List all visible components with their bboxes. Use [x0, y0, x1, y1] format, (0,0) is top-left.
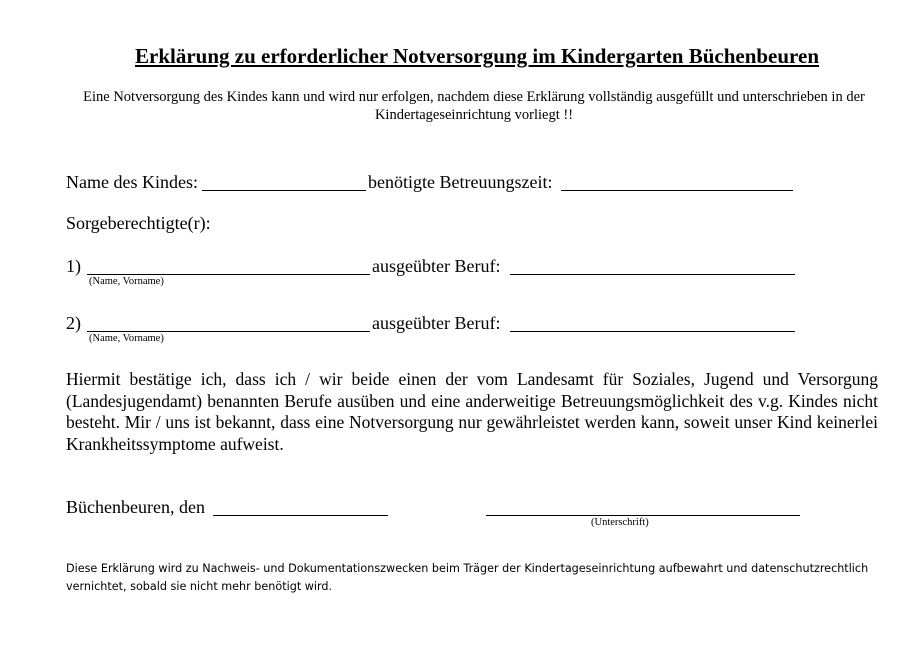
guardian-2-name-field[interactable]	[87, 313, 370, 332]
care-time-label: benötigte Betreuungszeit:	[368, 172, 553, 192]
child-name-field[interactable]	[202, 172, 366, 191]
guardian-2-number: 2)	[66, 313, 81, 333]
guardian-1-profession-label: ausgeübter Beruf:	[372, 256, 501, 276]
guardian-1-name-field[interactable]	[87, 256, 370, 275]
care-time-field[interactable]	[561, 172, 793, 191]
guardian-2-profession-field[interactable]	[510, 313, 795, 332]
guardian-2-profession-label: ausgeübter Beruf:	[372, 313, 501, 333]
signature-hint: (Unterschrift)	[591, 517, 649, 528]
child-name-label: Name des Kindes:	[66, 172, 198, 192]
guardian-1-profession-field[interactable]	[510, 256, 795, 275]
document-title: Erklärung zu erforderlicher Notversorgung im Kindergarten Büchenbeuren	[135, 44, 819, 68]
footer-note: Diese Erklärung wird zu Nachweis- und Dokumentationszwecken beim Träger der Kindertageseinrichtung aufbewahrt und datenschutzrechtlich vernichtet, sobald sie nicht mehr benötigt wird.	[66, 562, 869, 593]
date-field[interactable]	[213, 497, 388, 516]
confirmation-text: Hiermit bestätige ich, dass ich / wir beide einen der vom Landesamt für Soziales, Jugend und Versorgung (Landesjugendamt) benannten Berufe ausüben und eine anderweitige Betreuungsmöglichkeit des v.g. Kindes nicht besteht. Mir / uns ist bekannt, dass eine Notversorgung nur gewährleistet werden kann, soweit unser Kind keinerlei Krankheitssymptome aufweist.	[66, 369, 878, 454]
guardian-2-name-hint: (Name, Vorname)	[89, 333, 164, 344]
guardians-label: Sorgeberechtigte(r):	[66, 213, 211, 233]
intro-notice: Eine Notversorgung des Kindes kann und wird nur erfolgen, nachdem diese Erklärung vollständig ausgefüllt und unterschrieben in der Kindertageseinrichtung vorliegt !!	[83, 89, 865, 123]
guardian-1-number: 1)	[66, 256, 81, 276]
guardian-1-name-hint: (Name, Vorname)	[89, 276, 164, 287]
signature-field[interactable]	[486, 497, 800, 516]
place-date-label: Büchenbeuren, den	[66, 497, 205, 517]
